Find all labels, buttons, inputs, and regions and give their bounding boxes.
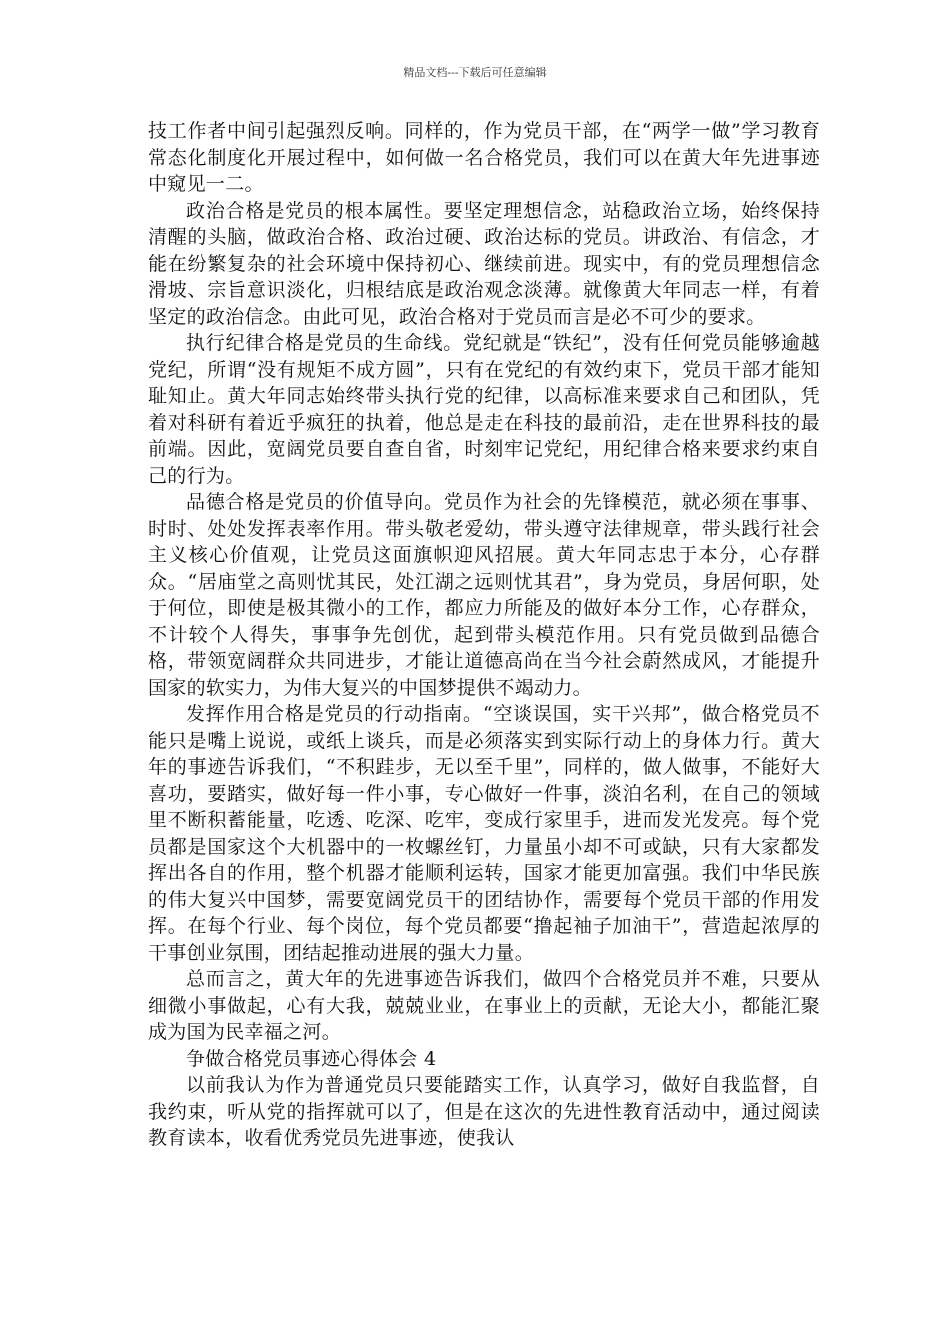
paragraph-7: 以前我认为作为普通党员只要能踏实工作，认真学习，做好自我监督，自我约束，听从党的指挥就可以了，但是在这次的先进性教育活动中，通过阅读教育读本，收看优秀党员先进事迹，使我认 [148,1074,820,1149]
paragraph-6: 总而言之，黄大年的先进事迹告诉我们，做四个合格党员并不难，只要从细微小事做起，心有大我，兢兢业业，在事业上的贡献，无论大小，都能汇聚成为国为民幸福之河。 [148,968,820,1043]
paragraph-4: 品德合格是党员的价值导向。党员作为社会的先锋模范，就必须在事事、时时、处处发挥表率作用。带头敬老爱幼，带头遵守法律规章，带头践行社会主义核心价值观，让党员这面旗帜迎风招展。黄大年同志忠于本分，心存群众。“居庙堂之高则忧其民，处江湖之远则忧其君”，身为党员，身居何职，处于何位，即使是极其微小的工作，都应力所能及的做好本分工作，心存群众，不计较个人得失，事事争先创优，起到带头模范作用。只有党员做到品德合格，带领宽阔群众共同进步，才能让道德高尚在当今社会蔚然成风，才能提升国家的软实力，为伟大复兴的中国梦提供不竭动力。 [148,491,820,699]
document-body [148,118,820,1152]
section-heading: 争做合格党员事迹心得体会 4 [186,1047,437,1070]
paragraph-3: 执行纪律合格是党员的生命线。党纪就是“铁纪”，没有任何党员能够逾越党纪，所谓“没有规矩不成方圆”，只有在党纪的有效约束下，党员干部才能知耻知止。黄大年同志始终带头执行党的纪律，以高标准来要求自己和团队，凭着对科研有着近乎疯狂的执着，他总是走在科技的最前沿，走在世界科技的最前端。因此，宽阔党员要自查自省，时刻牢记党纪，用纪律合格来要求约束自己的行为。 [148,332,820,487]
paragraph-5: 发挥作用合格是党员的行动指南。“空谈误国，实干兴邦”，做合格党员不能只是嘴上说说，或纸上谈兵，而是必须落实到实际行动上的身体力行。黄大年的事迹告诉我们，“不积跬步，无以至千里”，同样的，做人做事，不能好大喜功，要踏实，做好每一件小事，专心做好一件事，淡泊名利，在自己的领域里不断积蓄能量，吃透、吃深、吃牢，变成行家里手，进而发光发亮。每个党员都是国家这个大机器中的一枚螺丝钉，力量虽小却不可或缺，只有大家都发挥出各自的作用，整个机器才能顺利运转，国家才能更加富强。我们中华民族的伟大复兴中国梦，需要宽阔党员干的团结协作，需要每个党员干部的作用发挥。在每个行业、每个岗位，每个党员都要“撸起袖子加油干”，营造起浓厚的干事创业氛围，团结起推动进展的强大力量。 [148,703,820,964]
paragraph-2: 政治合格是党员的根本属性。要坚定理想信念，站稳政治立场，始终保持清醒的头脑，做政治合格、政治过硬、政治达标的党员。讲政治、有信念，才能在纷繁复杂的社会环境中保持初心、继续前进。现实中，有的党员理想信念滑坡、宗旨意识淡化，归根结底是政治观念淡薄。就像黄大年同志一样，有着坚定的政治信念。由此可见，政治合格对于党员而言是必不可少的要求。 [148,199,820,328]
page-header: 精品文档---下载后可任意编辑 [403,66,547,79]
paragraph-1: 技工作者中间引起强烈反响。同样的，作为党员干部，在“两学一做”学习教育常态化制度化开展过程中，如何做一名合格党员，我们可以在黄大年先进事迹中窥见一二。 [148,120,820,195]
